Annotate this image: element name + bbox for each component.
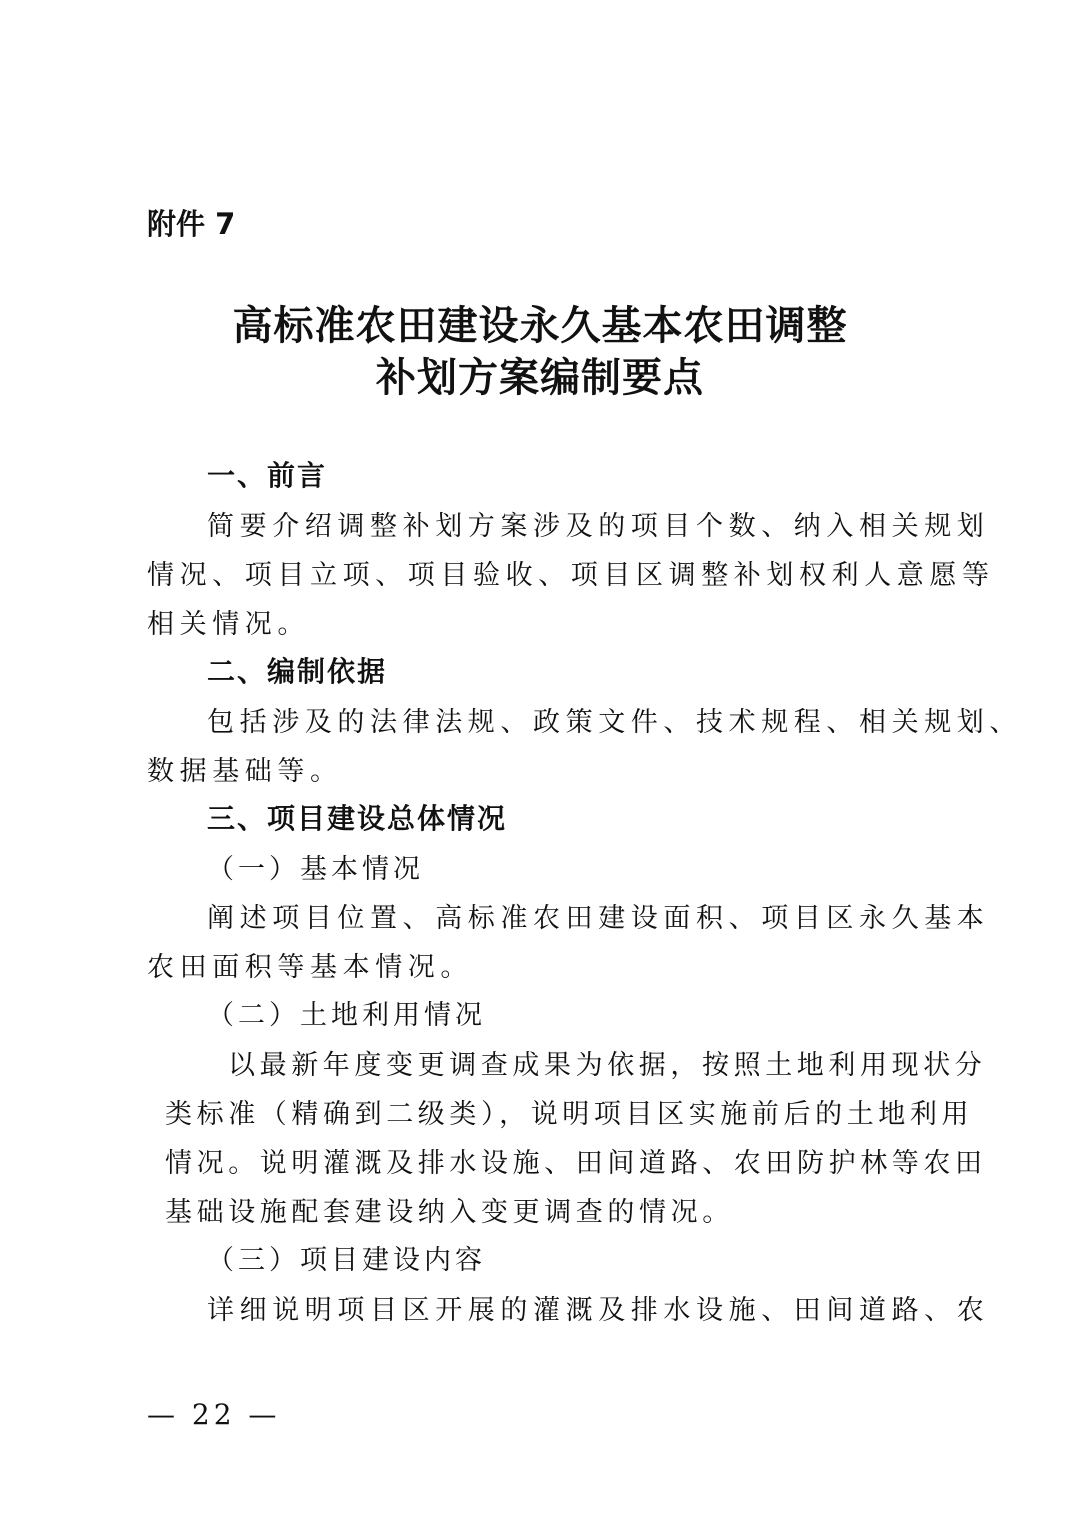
- paragraph-line: 农田面积等基本情况。: [147, 952, 473, 983]
- paragraph-line: 情况、项目立项、项目验收、项目区调整补划权利人意愿等: [147, 560, 995, 591]
- subsection-heading-land-use: （二）土地利用情况: [207, 1000, 486, 1031]
- paragraph-line: 简要介绍调整补划方案涉及的项目个数、纳入相关规划: [207, 511, 990, 542]
- subsection-heading-basic: （一）基本情况: [207, 854, 424, 885]
- paragraph-line: 类标准（精确到二级类），说明项目区实施前后的土地利用: [165, 1099, 974, 1130]
- paragraph-line: 相关情况。: [147, 609, 310, 640]
- paragraph-line: 以最新年度变更调查成果为依据，按照土地利用现状分: [228, 1050, 987, 1081]
- document-title-line-2: 补划方案编制要点: [376, 354, 704, 401]
- section-heading-overall: 三、项目建设总体情况: [207, 802, 508, 835]
- paragraph-line: 包括涉及的法律法规、政策文件、技术规程、相关规划、: [207, 707, 1022, 738]
- attachment-label: 附件 7: [147, 207, 236, 241]
- paragraph-line: 数据基础等。: [147, 756, 343, 787]
- paragraph-line: 详细说明项目区开展的灌溉及排水设施、田间道路、农: [207, 1295, 990, 1326]
- paragraph-line: 情况。说明灌溉及排水设施、田间道路、农田防护林等农田: [165, 1148, 987, 1179]
- section-heading-preface: 一、前言: [207, 459, 328, 492]
- page-number: — 22 —: [147, 1398, 281, 1431]
- section-heading-basis: 二、编制依据: [207, 655, 388, 688]
- document-title-line-1: 高标准农田建设永久基本农田调整: [232, 302, 848, 349]
- subsection-heading-content: （三）项目建设内容: [207, 1245, 486, 1276]
- paragraph-line: 阐述项目位置、高标准农田建设面积、项目区永久基本: [207, 903, 990, 934]
- paragraph-line: 基础设施配套建设纳入变更调查的情况。: [165, 1197, 734, 1228]
